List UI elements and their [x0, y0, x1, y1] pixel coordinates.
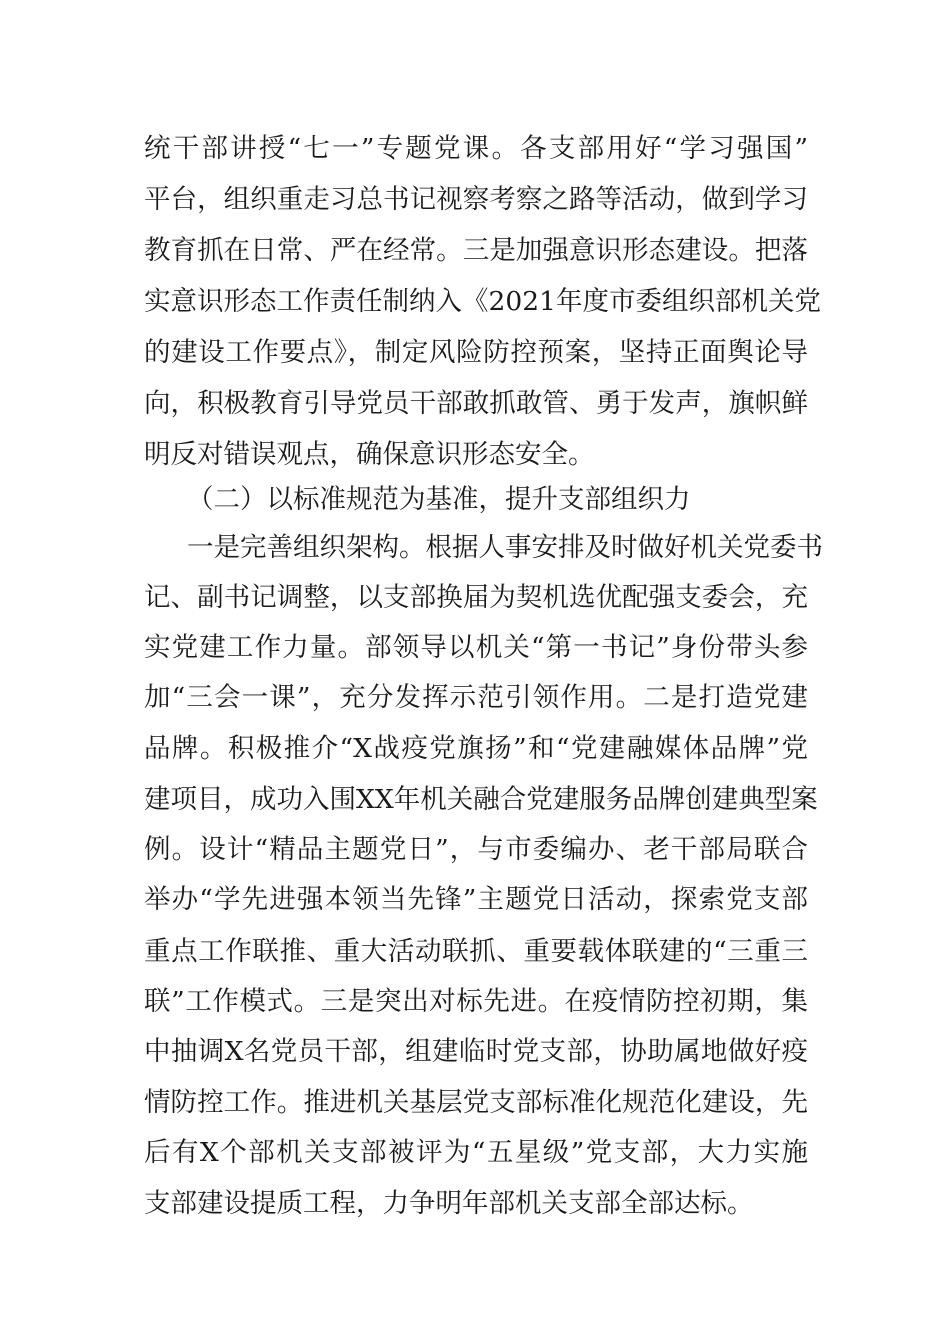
paragraph-line: 情防控工作。推进机关基层党支部标准化规范化建设，先 — [144, 1087, 808, 1118]
paragraph-line: 建项目，成功入围XX年机关融合党建服务品牌创建典型案 — [144, 784, 818, 815]
paragraph-line: 支部建设提质工程，力争明年部机关支部全部达标。 — [144, 1188, 754, 1219]
section-heading: （二）以标准规范为基准，提升支部组织力 — [187, 484, 691, 515]
paragraph-line: 记、副书记调整，以支部换届为契机选优配强支委会，充 — [144, 582, 808, 613]
paragraph-line: 一是完善组织架构。根据人事安排及时做好机关党委书 — [187, 532, 823, 563]
paragraph-line: 品牌。积极推介“X战疫党旗扬”和“党建融媒体品牌”党 — [144, 733, 808, 764]
paragraph-line: 实党建工作力量。部领导以机关“第一书记”身份带头参 — [144, 632, 808, 663]
paragraph-line: 平台，组织重走习总书记视察考察之路等活动，做到学习 — [144, 184, 808, 215]
paragraph-line: 教育抓在日常、严在经常。三是加强意识形态建设。把落 — [144, 235, 808, 266]
paragraph-line: 加“三会一课”，充分发挥示范引领作用。二是打造党建 — [144, 682, 808, 713]
paragraph-line: 明反对错误观点，确保意识形态安全。 — [144, 439, 595, 470]
paragraph-line: 例。设计“精品主题党日”，与市委编办、老干部局联合 — [144, 834, 808, 865]
paragraph-line: 举办“学先进强本领当先锋”主题党日活动，探索党支部 — [144, 884, 808, 915]
paragraph-line: 向，积极教育引导党员干部敢抓敢管、勇于发声，旗帜鲜 — [144, 388, 808, 419]
paragraph-line: 后有X个部机关支部被评为“五星级”党支部，大力实施 — [144, 1137, 808, 1168]
paragraph-line: 统干部讲授“七一”专题党课。各支部用好“学习强国” — [144, 133, 808, 164]
paragraph-line: 中抽调X名党员干部，组建临时党支部，协助属地做好疫 — [144, 1036, 808, 1067]
paragraph-line: 联”工作模式。三是突出对标先进。在疫情防控初期，集 — [144, 986, 808, 1017]
paragraph-line: 重点工作联推、重大活动联抓、重要载体联建的“三重三 — [144, 936, 808, 967]
paragraph-line: 的建设工作要点》，制定风险防控预案，坚持正面舆论导 — [144, 337, 808, 368]
paragraph-line: 实意识形态工作责任制纳入《2021年度市委组织部机关党 — [144, 286, 821, 317]
